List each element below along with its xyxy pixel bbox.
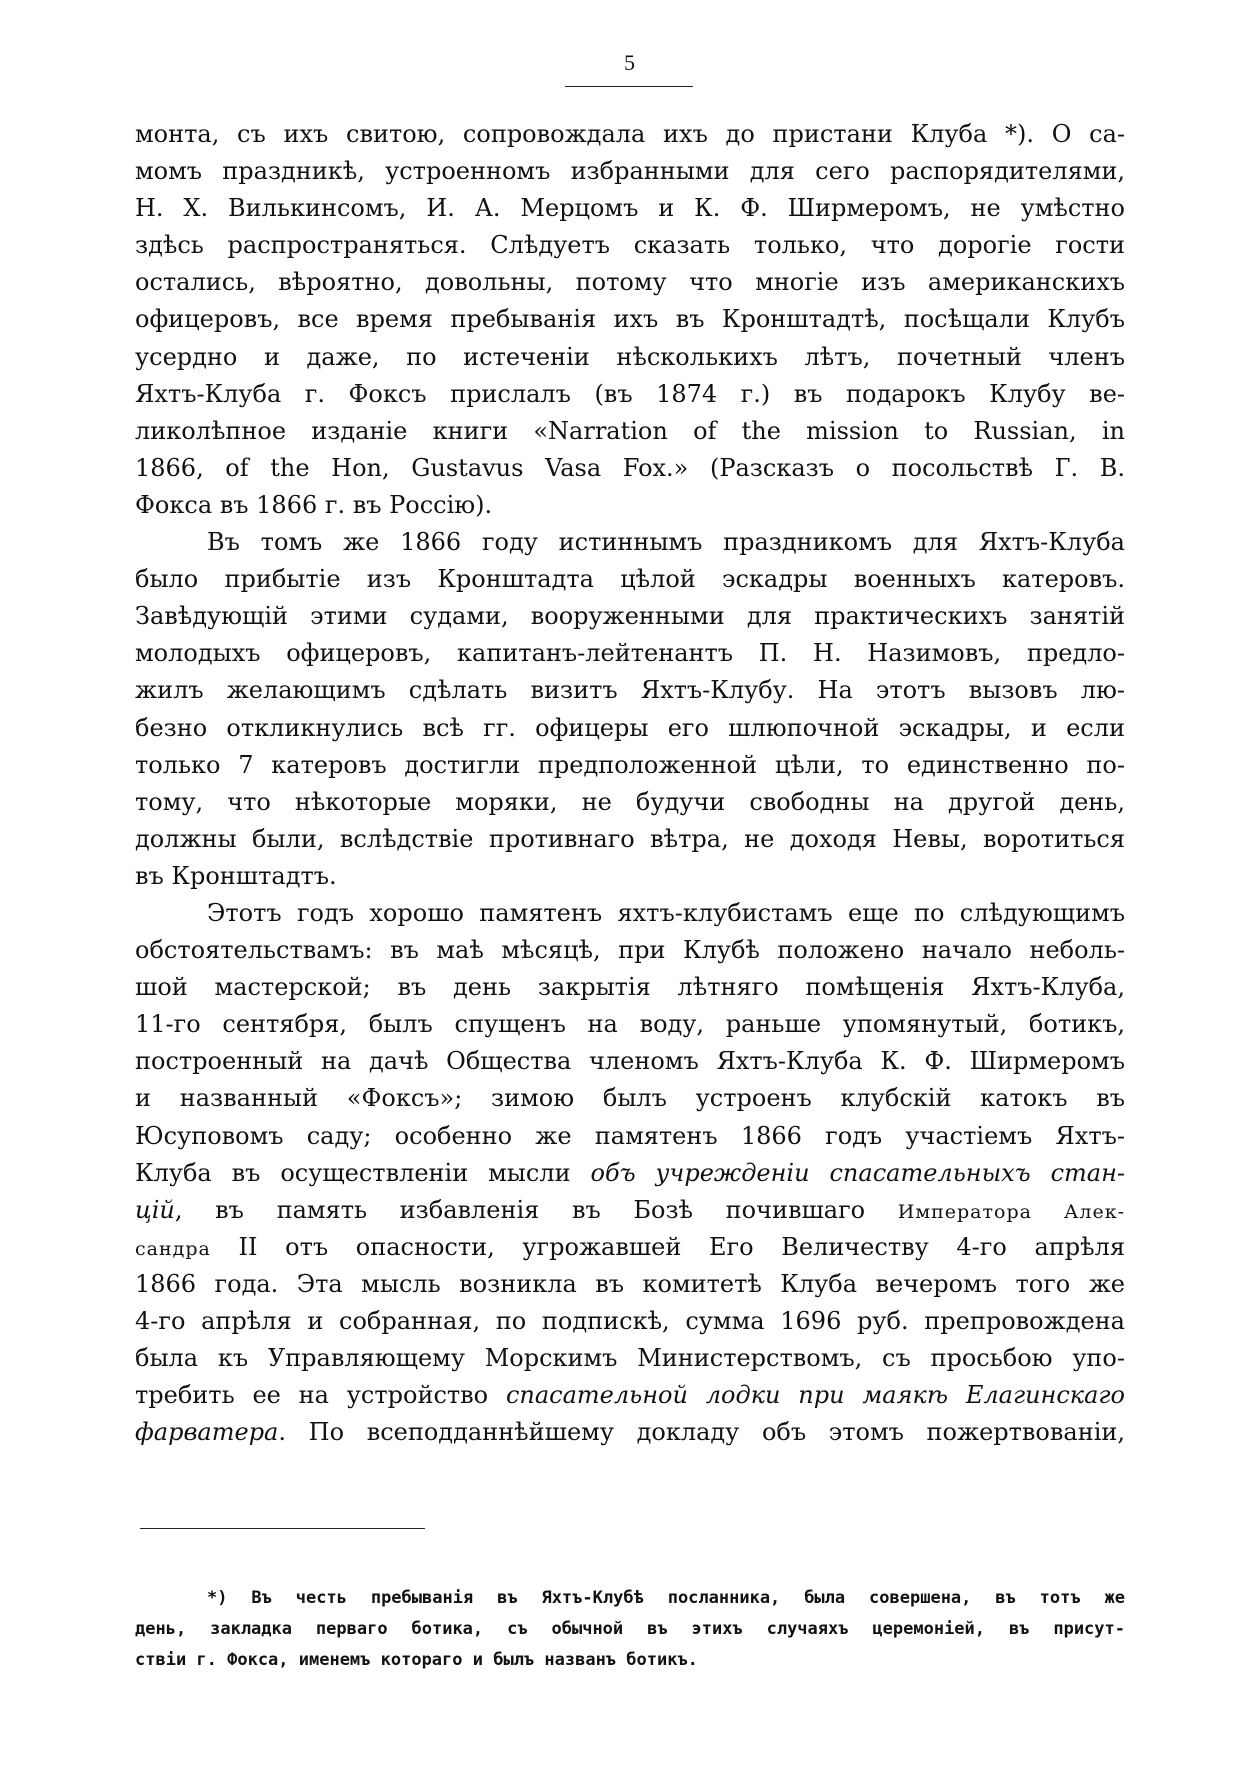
text-line: тому, что нѣкоторые моряки, не будучи свободны на другой день, <box>135 787 1125 816</box>
paragraph-1 <box>135 116 1125 524</box>
footnote <box>135 1583 1125 1676</box>
text-line: Въ томъ же 1866 году истиннымъ праздникомъ для Яхтъ-Клуба <box>207 528 1125 557</box>
text-line: шой мастерской; въ день закрытія лѣтняго помѣщенія Яхтъ-Клуба, <box>135 973 1125 1002</box>
text-line: и названный «Фоксъ»; зимою былъ устроенъ клубскій катокъ въ <box>135 1084 1125 1113</box>
text-line: Н. Х. Вилькинсомъ, И. А. Мерцомъ и К. Ф. Ширмеромъ, не умѣстно <box>135 194 1125 223</box>
body-text <box>135 116 1125 1451</box>
text-line: Юсуповомъ саду; особенно же памятенъ 1866 годъ участіемъ Яхтъ- <box>135 1121 1125 1150</box>
text-line: построенный на дачѣ Общества членомъ Яхтъ-Клуба К. Ф. Ширмеромъ <box>135 1047 1125 1076</box>
text-line: только 7 катеровъ достигли предположенной цѣли, то единственно по- <box>135 750 1125 779</box>
text-line: обстоятельствамъ: въ маѣ мѣсяцѣ, при Клубѣ положено начало неболь- <box>135 936 1125 965</box>
text-span: требить ее на устройство <box>135 1381 506 1410</box>
text-line: жилъ желающимъ сдѣлать визитъ Яхтъ-Клубу. На этотъ вызовъ лю- <box>135 676 1125 705</box>
footnote-line: день, закладка перваго ботика, съ обычной въ этихъ случаяхъ церемоніей, въ присут- <box>135 1619 1125 1639</box>
footnote-line: *) Въ честь пребыванія въ Яхтъ-Клубѣ посланника, была совершена, въ тотъ же <box>207 1588 1125 1608</box>
italic-text: спасательной лодки при маякѣ Елагинскаго <box>505 1381 1125 1410</box>
italic-text: фарватера <box>135 1418 279 1447</box>
text-line: усердно и даже, по истеченіи нѣсколькихъ лѣтъ, почетный членъ <box>135 342 1125 371</box>
text-line: монта, съ ихъ свитою, сопровождала ихъ до пристани Клуба *). О са- <box>135 120 1125 148</box>
text-line: ликолѣпное изданіе книги «Narration of the mission to Russian, in <box>135 416 1125 445</box>
text-line: остались, вѣроятно, довольны, потому что многіе изъ американскихъ <box>135 268 1125 297</box>
text-line: момъ праздникѣ, устроенномъ избранными для сего распорядителями, <box>135 157 1125 186</box>
small-caps-text: сандра <box>135 1237 211 1260</box>
text-line <box>135 1155 1125 1192</box>
text-line: безно откликнулись всѣ гг. офицеры его шлюпочной эскадры, и если <box>135 713 1125 742</box>
text-line: Фокса въ 1866 г. въ Россію). <box>135 490 493 519</box>
text-line: Завѣдующій этими судами, вооруженными для практическихъ занятій <box>135 602 1125 631</box>
text-line: 1866, of the Hon, Gustavus Vasa Fox.» (Разсказъ о посольствѣ Г. В. <box>135 453 1125 482</box>
text-line <box>135 1414 1125 1451</box>
footnote-line: ствіи г. Фокса, именемъ котораго и былъ названъ ботикъ. <box>135 1650 698 1670</box>
text-line: въ Кронштадтъ. <box>135 861 337 890</box>
text-line: Этотъ годъ хорошо памятенъ яхтъ-клубистамъ еще по слѣдующимъ <box>207 898 1125 927</box>
text-line: 1866 года. Эта мысль возникла въ комитетѣ Клуба вечеромъ того же <box>135 1269 1125 1298</box>
paragraph-2 <box>135 524 1125 895</box>
text-line: должны были, вслѣдствіе противнаго вѣтра, не доходя Невы, воротиться <box>135 824 1125 853</box>
page-number: 5 <box>624 50 635 75</box>
text-line: 4-го апрѣля и собранная, по подпискѣ, сумма 1696 руб. препровождена <box>135 1307 1125 1335</box>
text-line <box>135 1192 1125 1229</box>
italic-text: цій <box>135 1195 175 1224</box>
text-span: II отъ опасности, угрожавшей Его Величеству 4-го апрѣля <box>210 1232 1125 1261</box>
text-span: , въ память избавленія въ Бозѣ почившаго <box>174 1195 898 1224</box>
text-line: Яхтъ-Клуба г. Фоксъ прислалъ (въ 1874 г.) въ подарокъ Клубу ве- <box>135 379 1125 408</box>
italic-text: объ учрежденіи спасательныхъ стан- <box>590 1158 1125 1187</box>
text-line <box>135 1377 1125 1414</box>
text-line: была къ Управляющему Морскимъ Министерствомъ, съ просьбою упо- <box>135 1344 1125 1373</box>
footnote-rule <box>140 1528 425 1529</box>
text-line <box>135 1229 1125 1266</box>
text-span: Клуба въ осуществленіи мысли <box>135 1158 591 1187</box>
text-line: молодыхъ офицеровъ, капитанъ-лейтенантъ П. Н. Назимовъ, предло- <box>135 639 1125 668</box>
paragraph-3 <box>135 895 1125 1451</box>
text-line: здѣсь распространяться. Слѣдуетъ сказать только, что дорогіе гости <box>135 231 1125 260</box>
text-line: 11-го сентября, былъ спущенъ на воду, раньше упомянутый, ботикъ, <box>135 1010 1125 1039</box>
text-line: было прибытіе изъ Кронштадта цѣлой эскадры военныхъ катеровъ. <box>135 565 1125 594</box>
text-line: офицеровъ, все время пребыванія ихъ въ Кронштадтѣ, посѣщали Клубъ <box>135 305 1125 334</box>
text-span: . По всеподданнѣйшему докладу объ этомъ пожертвованіи, <box>278 1418 1125 1447</box>
small-caps-text: Императора Алек- <box>897 1200 1126 1223</box>
page-number-rule <box>565 86 693 87</box>
